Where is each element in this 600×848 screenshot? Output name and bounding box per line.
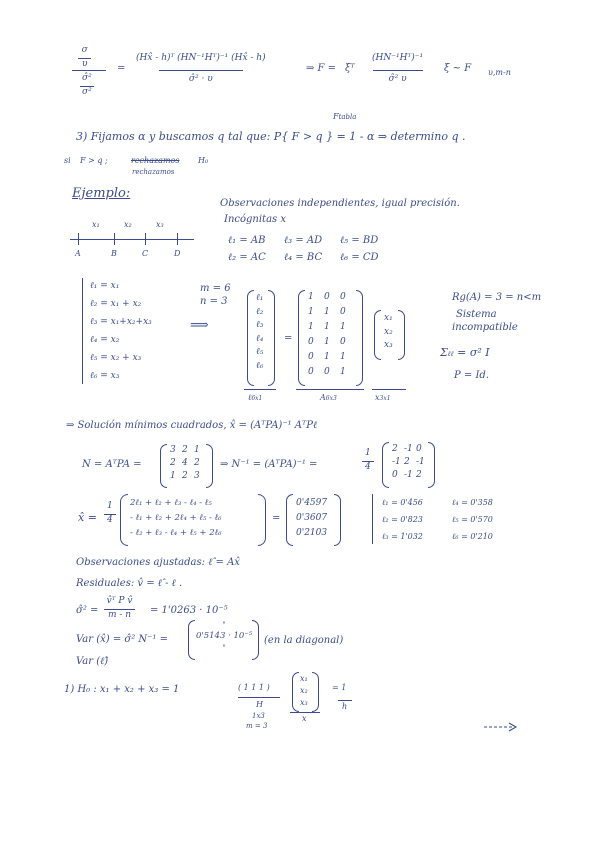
n-matrix-cell: 2	[182, 471, 188, 481]
point-b: B	[111, 249, 117, 258]
eq-1: ℓ₁ = x₁	[90, 281, 120, 291]
a-matrix-cell: 0	[324, 292, 330, 302]
l-vector: ℓ₁ ℓ₂ ℓ₃ ℓ₄ ℓ₅ ℓ₆	[256, 293, 264, 371]
var-note: (en la diagonal)	[264, 635, 344, 646]
point-c: C	[142, 249, 149, 258]
n-matrix-cell: 4	[182, 458, 188, 468]
sigma-frac: v̂ᵀ P v̂ m - n	[104, 595, 135, 621]
ninv-matrix-cell: 0	[416, 444, 422, 454]
sigma-ll: Σℓℓ = σ² I	[440, 346, 490, 359]
x-label: x3x1	[375, 393, 391, 402]
obs-def-1: ℓ₁ = AB	[228, 235, 266, 246]
inner-num: (HN⁻¹Hᵀ)⁻¹	[372, 53, 424, 63]
inner-den: σ̂² υ	[373, 70, 423, 87]
system-arrow: ⟹	[190, 318, 209, 333]
ninv-matrix-cell: -1	[392, 457, 401, 467]
a-matrix-cell: 1	[340, 352, 346, 362]
system-m: m = 6	[200, 283, 231, 294]
step3-line: 3) Fijamos α y buscamos q tal que: P{ F > q } = 1 - α ⇒ determino q .	[76, 130, 466, 143]
obs-def-4: ℓ₄ = BC	[284, 252, 323, 263]
lvals-col2: ℓ₄ = 0'358 ℓ₅ = 0'570 ℓ₆ = 0'210	[452, 498, 493, 541]
x-vector: x₁ x₂ x₃	[384, 313, 393, 350]
var-x: Var (x̂) = σ̂² N⁻¹ =	[76, 634, 169, 645]
ninv-matrix-cell: 2	[416, 470, 422, 480]
ninv-label: ⇒ N⁻¹ = (AᵀPA)⁻¹ =	[220, 459, 318, 470]
ninv-matrix-cell: 2	[404, 457, 410, 467]
a-matrix-cell: 0	[340, 292, 346, 302]
a-matrix-cell: 1	[324, 322, 330, 332]
top-xi: ξᵀ	[345, 63, 355, 74]
ninv-frac: 1 4	[362, 447, 374, 473]
a-matrix-cell: 0	[324, 367, 330, 377]
h0-eq: = 1	[332, 683, 347, 692]
lvals-col1: ℓ₁ = 0'456 ℓ₂ = 0'823 ℓ₃ = 1'032	[382, 498, 423, 541]
a-matrix-cell: 0	[308, 367, 314, 377]
eq-5: ℓ₅ = x₂ + x₃	[90, 353, 142, 363]
eq-4: ℓ₄ = x₂	[90, 335, 120, 345]
xhat-values: 0'4597 0'3607 0'2103	[296, 498, 328, 538]
n-matrix-cell: 2	[170, 458, 176, 468]
frac-num: σ	[81, 45, 88, 55]
xhat-rows: 2ℓ₁ + ℓ₂ + ℓ₃ - ℓ₄ - ℓ₅ - ℓ₁ + ℓ₂ + 2ℓ₄ + ℓ₅ - ℓ₆ - ℓ₂ + ℓ₃ - ℓ₄ + ℓ₅ + 2ℓ₆	[130, 498, 222, 538]
segment-x3: x₃	[156, 220, 164, 229]
top-eq: =	[117, 63, 126, 74]
sigma-lhs: σ̂² =	[76, 605, 99, 616]
ninv-matrix-cell: -1	[404, 470, 413, 480]
xhat-frac: 1 4	[104, 500, 116, 526]
obs-def-2: ℓ₂ = AC	[228, 252, 266, 263]
a-label: A6x3	[320, 393, 337, 402]
a-matrix-cell: 1	[308, 307, 314, 317]
example-unknowns: Incógnitas x	[224, 214, 286, 225]
frac2-den: σ²	[82, 86, 92, 97]
expr-num: (Hx̂ - h)ᵀ (HN⁻¹Hᵀ)⁻¹ (Hx̂ - h)	[136, 53, 266, 63]
step3-sub-cond: F > q ;	[80, 156, 108, 165]
eq-3: ℓ₃ = x₁+x₂+x₃	[90, 317, 152, 327]
top-tail: ξ ~ F	[444, 63, 472, 74]
rank: Rg(A) = 3 = n<m	[452, 292, 542, 303]
n-matrix-cell: 3	[170, 445, 176, 455]
n-matrix-cell: 2	[182, 445, 188, 455]
a-matrix-cell: 0	[340, 307, 346, 317]
p-id: P = Id.	[454, 370, 489, 381]
h0-H: H	[256, 700, 263, 709]
a-matrix-cell: 1	[340, 367, 346, 377]
frac-den: υ	[78, 58, 91, 70]
a-matrix-cell: 0	[340, 337, 346, 347]
a-matrix-cell: 0	[308, 352, 314, 362]
frac2-num: σ̂²	[82, 73, 92, 83]
ninv-matrix-cell: -1	[404, 444, 413, 454]
h0-mdim: m = 3	[246, 722, 268, 730]
ninv-matrix-cell: 0	[392, 470, 398, 480]
ninv-matrix-cell: -1	[416, 457, 425, 467]
adjusted-obs: Observaciones ajustadas: ℓ̂ = Ax̂	[76, 557, 240, 568]
var-l: Var (ℓ̂)	[76, 656, 109, 667]
sigma-val: = 1'0263 · 10⁻⁵	[150, 605, 228, 616]
point-d: D	[174, 249, 181, 258]
step3-superscript: Ftabla	[333, 112, 357, 121]
n-matrix-cell: 2	[194, 458, 200, 468]
top-implies: ⇒ F =	[306, 63, 337, 74]
a-matrix-cell: 1	[324, 352, 330, 362]
a-matrix-cell: 1	[308, 322, 314, 332]
a-matrix-cell: 1	[324, 337, 330, 347]
eq-6: ℓ₆ = x₃	[90, 371, 120, 381]
l-label: ℓ6x1	[248, 393, 263, 402]
step3-sub-si: si	[64, 156, 71, 165]
h0-dim: 1x3	[252, 712, 265, 720]
residuals: Residuales: v̂ = ℓ̂ - ℓ .	[76, 578, 183, 589]
n-matrix-cell: 1	[170, 471, 176, 481]
a-matrix-cell: 1	[324, 307, 330, 317]
top-tail-sub: υ,m-n	[488, 68, 511, 77]
solution-line: ⇒ Solución mínimos cuadrados, x̂ = (AᵀPA)⁻¹ AᵀPℓ	[66, 420, 318, 431]
h0-label: 1) H₀ : x₁ + x₂ + x₃ = 1	[64, 684, 180, 695]
system-eq: =	[284, 333, 293, 344]
segment-x2: x₂	[124, 220, 132, 229]
n-matrix-cell: 3	[194, 471, 200, 481]
n-matrix-cell: 1	[194, 445, 200, 455]
h0-row: ( 1 1 1 )	[238, 683, 270, 692]
a-matrix-cell: 0	[308, 337, 314, 347]
a-matrix-cell: 1	[308, 292, 314, 302]
step3-sub-struck: rechazamos	[131, 156, 180, 165]
segment-x1: x₁	[92, 220, 100, 229]
incompatible: incompatible	[452, 322, 518, 333]
h0-vec: x₁ x₂ x₃	[300, 674, 308, 707]
xhat-label: x̂ =	[78, 511, 97, 524]
step3-sub-h0: H₀	[198, 156, 209, 165]
obs-def-5: ℓ₅ = BD	[340, 235, 379, 246]
obs-def-6: ℓ₆ = CD	[340, 252, 379, 263]
obs-def-3: ℓ₃ = AD	[284, 235, 323, 246]
sistema: Sistema	[456, 309, 497, 320]
h0-h: h	[342, 702, 348, 711]
point-a: A	[75, 249, 81, 258]
var-matrix: " 0'5143 · 10⁻⁵ "	[196, 621, 253, 652]
step3-sub-under: rechazamos	[132, 168, 175, 176]
expr-den: σ̂² · υ	[159, 70, 243, 87]
ninv-matrix-cell: 2	[392, 444, 398, 454]
a-matrix-cell: 1	[340, 322, 346, 332]
example-heading: Ejemplo:	[72, 186, 131, 201]
h0-x: x	[302, 714, 307, 723]
eq-2: ℓ₂ = x₁ + x₂	[90, 299, 142, 309]
n-label: N = AᵀPA =	[82, 459, 142, 470]
example-obs: Observaciones independientes, igual precisión.	[220, 198, 460, 209]
xhat-eq: =	[272, 513, 281, 524]
system-n: n = 3	[200, 296, 228, 307]
